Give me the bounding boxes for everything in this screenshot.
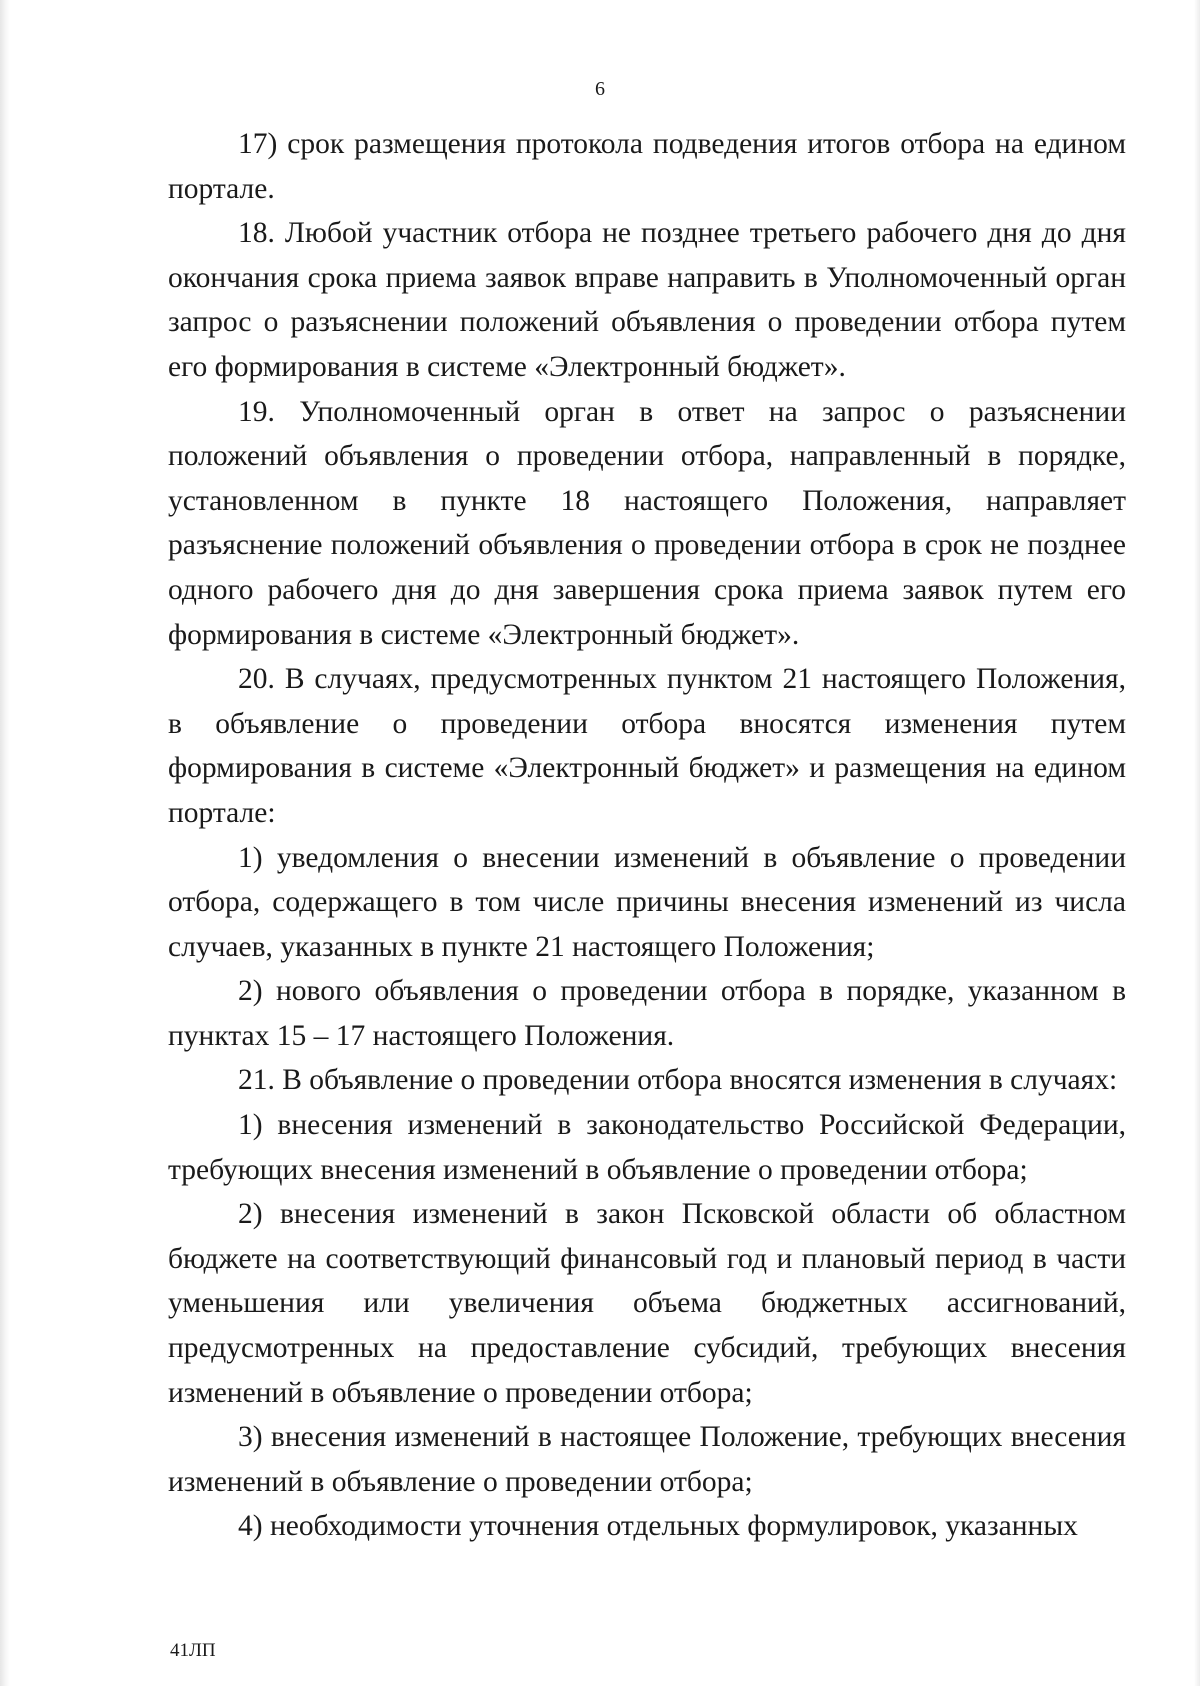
document-body xyxy=(168,122,1126,1549)
scan-edge-right xyxy=(1194,0,1200,1686)
paragraph-21-item-2: 2) внесения изменений в закон Псковской области об областном бюджете на соответствующий финансовый год и плановый период в части уменьшения или увеличения объема бюджетных ассигнований, предусмотренных на предоставление субсидий, требующих внесения изменений в объявление о проведении отбора; xyxy=(168,1198,1126,1409)
paragraph-19: 19. Уполномоченный орган в ответ на запрос о разъяснении положений объявления о проведении отбора, направленный в порядке, установленном в пункте 18 настоящего Положения, направляет разъяснение положений объявления о проведении отбора в срок не позднее одного рабочего дня до дня завершения срока приема заявок путем его формирования в системе «Электронный бюджет». xyxy=(168,395,1126,651)
paragraph-21: 21. В объявление о проведении отбора вносятся изменения в случаях: xyxy=(238,1064,1118,1097)
paragraph-21-item-4: 4) необходимости уточнения отдельных формулировок, указанных xyxy=(238,1510,1078,1543)
document-footer-code: 41ЛП xyxy=(170,1640,216,1661)
paragraph-18: 18. Любой участник отбора не позднее третьего рабочего дня до дня окончания срока приема заявок вправе направить в Уполномоченный орган запрос о разъяснении положений объявления о проведении отбора путем его формирования в системе «Электронный бюджет». xyxy=(168,217,1126,383)
paragraph-20-item-2: 2) нового объявления о проведении отбора в порядке, указанном в пунктах 15 – 17 настоящего Положения. xyxy=(168,975,1126,1052)
paragraph-21-item-1: 1) внесения изменений в законодательство Российской Федерации, требующих внесения изменений в объявление о проведении отбора; xyxy=(168,1109,1126,1186)
page-number: 6 xyxy=(595,78,605,100)
paragraph-20: 20. В случаях, предусмотренных пунктом 21 настоящего Положения, в объявление о проведении отбора вносятся изменения путем формирования в системе «Электронный бюджет» и размещения на едином портале: xyxy=(168,663,1126,829)
scan-edge-left xyxy=(0,0,10,1686)
paragraph-20-item-1: 1) уведомления о внесении изменений в объявление о проведении отбора, содержащего в том числе причины внесения изменений из числа случаев, указанных в пункте 21 настоящего Положения; xyxy=(168,841,1126,963)
paragraph-21-item-3: 3) внесения изменений в настоящее Положение, требующих внесения изменений в объявление о проведении отбора; xyxy=(168,1421,1126,1498)
paragraph-17: 17) срок размещения протокола подведения итогов отбора на едином портале. xyxy=(168,128,1126,205)
